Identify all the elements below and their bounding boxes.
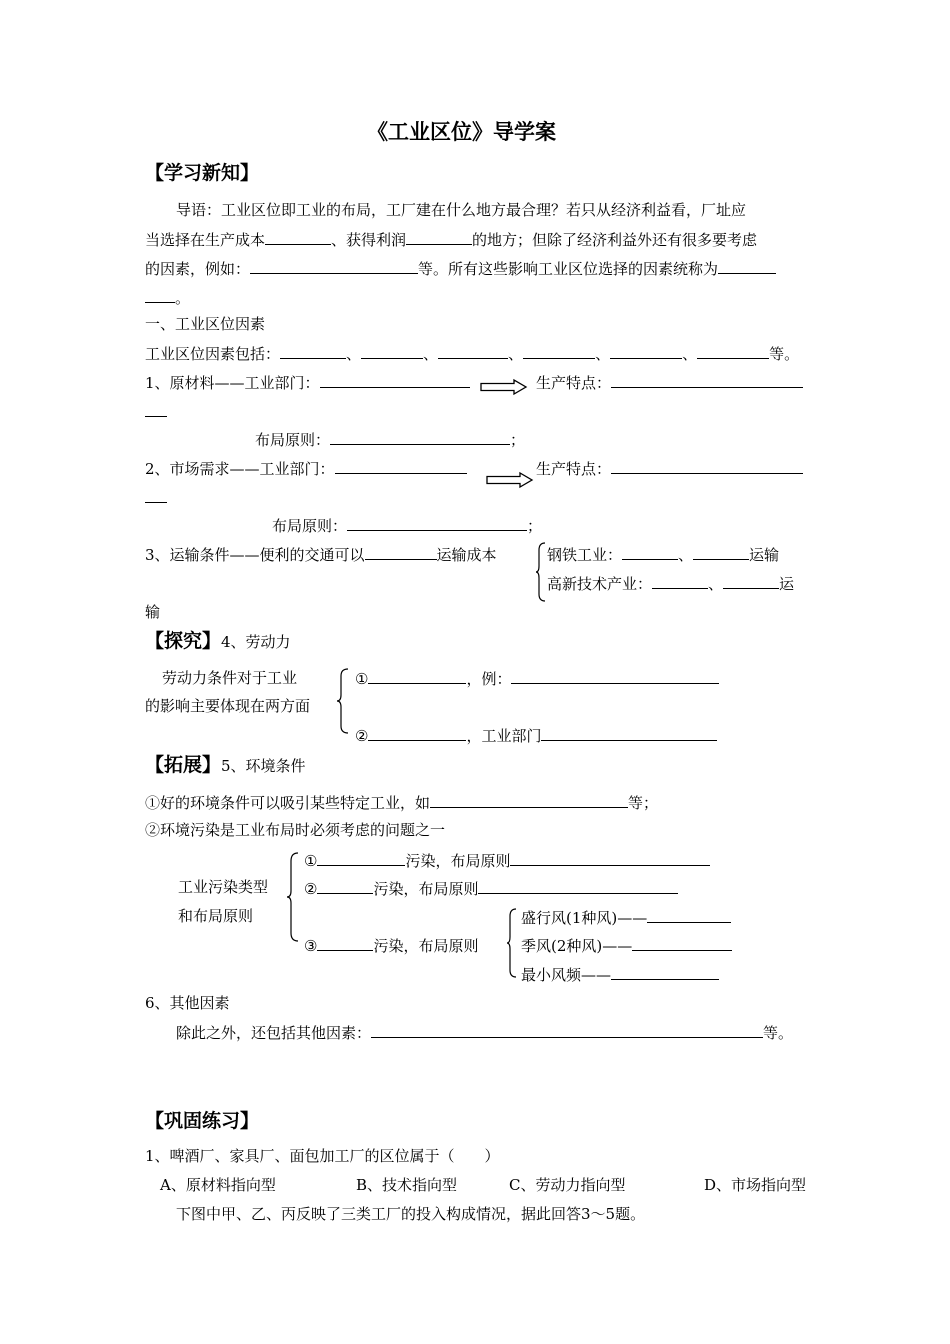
option-a[interactable]: A、原材料指向型: [160, 1176, 276, 1194]
separator: 、: [595, 345, 611, 363]
other-heading: 6、其他因素: [145, 994, 230, 1012]
blank-field[interactable]: [652, 573, 708, 589]
blank-field[interactable]: [611, 458, 803, 474]
hightech-label: 高新技术产业：: [547, 575, 653, 593]
pollution-left-1: 工业污染类型: [178, 878, 269, 896]
blank-field[interactable]: [145, 401, 167, 417]
section-heading-new: 【学习新知】: [145, 162, 260, 184]
steel-line: [547, 544, 779, 565]
pollution-row-1: [304, 850, 710, 871]
feature-label: 生产特点：: [536, 460, 612, 478]
explore-heading: [145, 628, 291, 654]
example-label: ，例：: [466, 670, 512, 688]
option-c[interactable]: C、劳动力指向型: [509, 1176, 626, 1194]
intro-text: 的地方；但除了经济利益外还有很多要考虑: [472, 231, 758, 249]
extend-text: ①好的环境条件可以吸引某些特定工业，如: [145, 794, 431, 812]
explore-title: 4、劳动力: [221, 633, 291, 651]
blank-field[interactable]: [371, 1022, 763, 1038]
item1-feature: [536, 372, 803, 393]
item2-line: [145, 458, 467, 479]
blank-field[interactable]: [361, 343, 423, 359]
item2-wrap: [145, 487, 167, 508]
circle-number: ①: [304, 852, 318, 870]
pollution-left-2: 和布局原则: [178, 907, 254, 925]
blank-field[interactable]: [632, 935, 732, 951]
part1-heading: 一、工业区位因素: [145, 315, 266, 333]
other-text: 除此之外，还包括其他因素：: [176, 1024, 372, 1042]
blank-field[interactable]: [438, 343, 508, 359]
extend-heading: [145, 752, 306, 778]
blank-field[interactable]: [317, 935, 373, 951]
dept-label: ，工业部门: [466, 727, 542, 745]
blank-field[interactable]: [145, 487, 167, 503]
blank-field[interactable]: [368, 668, 466, 684]
pollution-label: 污染，布局原则: [373, 937, 479, 955]
blank-field[interactable]: [647, 907, 731, 923]
explore-left-1: 劳动力条件对于工业: [162, 669, 298, 687]
intro-text: 、获得利润: [331, 231, 407, 249]
item2-layout: [272, 515, 542, 536]
blank-field[interactable]: [265, 229, 331, 245]
intro-text: 当选择在生产成本: [145, 231, 266, 249]
semicolon: ；: [527, 517, 543, 535]
item2-feature: [536, 458, 803, 479]
practice-heading: 【巩固练习】: [145, 1110, 260, 1132]
item2-label: 2、市场需求——工业部门：: [145, 460, 335, 478]
blank-field[interactable]: [335, 458, 467, 474]
figure-note: 下图中甲、乙、丙反映了三类工厂的投入构成情况，据此回答3～5题。: [176, 1205, 646, 1223]
blank-field[interactable]: [523, 343, 595, 359]
other-line: [176, 1022, 793, 1043]
feature-label: 生产特点：: [536, 374, 612, 392]
transport-label: 运输: [749, 546, 780, 564]
item1-label: 1、原材料——工业部门：: [145, 374, 320, 392]
pollution-label: 污染，布局原则: [373, 880, 479, 898]
pollution-row-2: [304, 878, 678, 899]
extend-title: 5、环境条件: [221, 757, 306, 775]
extend-line-1: [145, 792, 658, 813]
pollution-label: 污染，布局原则: [405, 852, 511, 870]
item3-line: [145, 544, 497, 565]
blank-field[interactable]: [478, 878, 678, 894]
blank-field[interactable]: [510, 850, 710, 866]
curly-brace-icon: [286, 852, 300, 942]
blank-field[interactable]: [406, 229, 472, 245]
intro-text: 的因素，例如：: [145, 260, 251, 278]
blank-field[interactable]: [347, 515, 527, 531]
extend-line-2: ②环境污染是工业布局时必须考虑的问题之一: [145, 821, 446, 839]
intro-text: 等。所有这些影响工业区位选择的因素统称为: [418, 260, 719, 278]
item1-wrap: [145, 401, 167, 422]
blank-field[interactable]: [541, 725, 717, 741]
intro-line-1: 导语：工业区位即工业的布局，工厂建在什么地方最合理？若只从经济利益看，厂址应: [176, 201, 747, 219]
wind-row-1: [521, 907, 731, 928]
option-b[interactable]: B、技术指向型: [356, 1176, 458, 1194]
circle-number: ②: [355, 727, 369, 745]
extend-tag: 【拓展】: [145, 754, 222, 776]
wind-label: 季风(2种风)——: [521, 937, 633, 955]
blank-field[interactable]: [693, 544, 749, 560]
blank-field[interactable]: [320, 372, 470, 388]
layout-label: 布局原则：: [272, 517, 348, 535]
intro-line-4: [145, 287, 190, 308]
curly-brace-icon: [506, 908, 518, 978]
item1-layout: [255, 429, 525, 450]
blank-field[interactable]: [622, 544, 678, 560]
blank-field[interactable]: [697, 343, 769, 359]
blank-field[interactable]: [365, 544, 437, 560]
blank-field[interactable]: [718, 258, 776, 274]
intro-text: 。: [175, 289, 191, 307]
pollution-row-3: [304, 935, 478, 956]
blank-field[interactable]: [317, 850, 405, 866]
blank-field[interactable]: [250, 258, 418, 274]
factors-label: 工业区位因素包括：: [145, 345, 281, 363]
wind-row-2: [521, 935, 732, 956]
hightech-wrap: 输: [145, 603, 161, 621]
transport-label: 运: [779, 575, 795, 593]
separator: 、: [682, 345, 698, 363]
separator: 、: [678, 546, 694, 564]
arrow-right-icon: [480, 379, 528, 395]
intro-line-3: [145, 258, 776, 279]
item3-text: 3、运输条件——便利的交通可以: [145, 546, 365, 564]
blank-field[interactable]: [368, 725, 466, 741]
item1-line: [145, 372, 470, 393]
separator: 、: [508, 345, 524, 363]
wind-row-3: [521, 964, 719, 985]
semicolon: ；: [510, 431, 526, 449]
blank-field[interactable]: [430, 792, 628, 808]
circle-number: ①: [355, 670, 369, 688]
blank-field[interactable]: [511, 668, 719, 684]
steel-label: 钢铁工业：: [547, 546, 623, 564]
blank-field[interactable]: [317, 878, 373, 894]
item3-text: 运输成本: [436, 546, 497, 564]
separator: 、: [346, 345, 362, 363]
layout-label: 布局原则：: [255, 431, 331, 449]
option-d[interactable]: D、市场指向型: [704, 1176, 807, 1194]
wind-label: 最小风频——: [521, 966, 612, 984]
explore-tag: 【探究】: [145, 630, 222, 652]
separator: 、: [423, 345, 439, 363]
blank-field[interactable]: [330, 429, 510, 445]
factors-line: [145, 343, 799, 364]
wind-label: 盛行风(1种风)——: [521, 909, 648, 927]
extend-text: 等；: [628, 794, 659, 812]
curly-brace-icon: [336, 668, 350, 734]
curly-brace-icon: [535, 542, 547, 602]
circle-number: ②: [304, 880, 318, 898]
explore-case-2: [355, 725, 717, 746]
blank-field[interactable]: [611, 372, 803, 388]
blank-field[interactable]: [145, 287, 175, 303]
blank-field[interactable]: [611, 964, 719, 980]
blank-field[interactable]: [280, 343, 346, 359]
explore-case-1: [355, 668, 719, 689]
other-text: 等。: [763, 1024, 794, 1042]
page-title: 《工业区位》导学案: [367, 120, 556, 144]
blank-field[interactable]: [610, 343, 682, 359]
blank-field[interactable]: [723, 573, 779, 589]
separator: 、: [708, 575, 724, 593]
explore-left-2: 的影响主要体现在两方面: [145, 697, 311, 715]
hightech-line: [547, 573, 794, 594]
line-end: 等。: [769, 345, 800, 363]
question-1: 1、啤酒厂、家具厂、面包加工厂的区位属于（ ）: [145, 1147, 500, 1165]
intro-line-2: [145, 229, 757, 250]
circle-number: ③: [304, 937, 318, 955]
arrow-right-icon: [486, 472, 534, 488]
